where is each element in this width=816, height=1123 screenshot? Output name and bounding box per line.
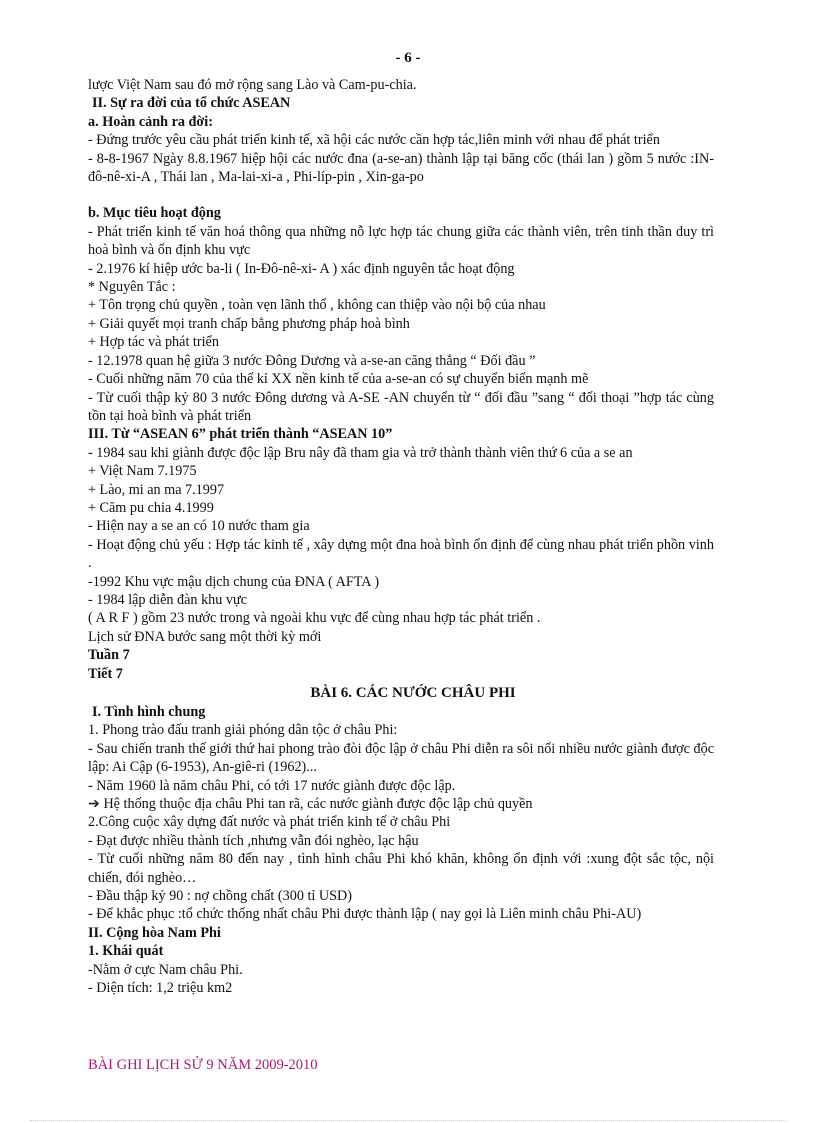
text-line: Hệ thống thuộc địa châu Phi tan rã, các nước giành được độc lập chủ quyền xyxy=(103,796,533,813)
text-line: + Lào, mi an ma 7.1997 xyxy=(88,481,225,498)
text-line: ( A R F ) gồm 23 nước trong và ngoài khu vực để cùng nhau hợp tác phát triển . xyxy=(88,610,541,627)
section-heading: II. Sự ra đời của tổ chức ASEAN xyxy=(92,95,291,112)
section-heading: III. Từ “ASEAN 6” phát triển thành “ASEAN 10” xyxy=(88,426,393,443)
footer-title: BÀI GHI LỊCH SỬ 9 NĂM 2009-2010 xyxy=(88,1057,318,1073)
week-label: Tuần 7 xyxy=(88,647,130,664)
page-bottom-rule xyxy=(30,1120,786,1121)
text-line: 2.Công cuộc xây dựng đất nước và phát triển kinh tế ở châu Phi xyxy=(88,814,451,831)
text-line: - 1984 sau khi giành được độc lập Bru nây đã tham gia và trở thành thành viên thứ 6 của a se an xyxy=(88,444,633,461)
text-line: - Đạt được nhiều thành tích ,nhưng vẫn đói nghèo, lạc hậu xyxy=(88,832,419,849)
text-line: - 2.1976 kí hiệp ước ba-li ( In-Đô-nê-xi- A ) xác định nguyên tắc hoạt động xyxy=(88,260,515,277)
text-line: - Để khắc phục :tổ chức thống nhất châu Phi được thành lập ( nay gọi là Liên minh châu Phi-AU) xyxy=(88,906,642,923)
text-line: - Phát triển kinh tế văn hoá thông qua những nỗ lực hợp tác chung giữa các thành viên, trên tinh thần duy trì hoà bình và ổn định khu vực xyxy=(88,223,714,259)
text-line: - 8-8-1967 Ngày 8.8.1967 hiệp hội các nước đna (a-se-an) thành lập tại băng cốc (thái lan ) gồm 5 nước :IN- đô-nê-xi-A , Thái lan , Ma-lai-xi-a , Phi-líp-pin , Xin-ga-po xyxy=(88,150,714,186)
text-line: - Từ cuối thập kỷ 80 3 nước Đông dương và A-SE -AN chuyển từ “ đối đầu ”sang “ đối thoại ”hợp tác cùng tồn tại hoà bình và phát triển xyxy=(88,389,714,424)
text-line: -1992 Khu vực mậu dịch chung của ĐNA ( AFTA ) xyxy=(88,573,380,590)
text-line: - Sau chiến tranh thế giới thứ hai phong trào đòi độc lập ở châu Phi diễn ra sôi nổi nhiều nước giành được độc lập: Ai Cập (6-1953), An-giê-ri (1962)... xyxy=(88,740,714,776)
subsection-heading: b. Mục tiêu hoạt động xyxy=(88,205,221,222)
lesson-label: Tiết 7 xyxy=(88,665,123,682)
subsection-heading: a. Hoàn cảnh ra đời: xyxy=(88,113,213,130)
arrow-icon: ➔ xyxy=(88,796,100,813)
text-line: - Năm 1960 là năm châu Phi, có tới 17 nước giành được độc lập. xyxy=(88,777,456,794)
text-line: + Giải quyết mọi tranh chấp bằng phương pháp hoà bình xyxy=(88,315,410,332)
text-line: + Hợp tác và phát triển xyxy=(88,334,219,351)
arrow-line xyxy=(88,795,714,813)
text-line: - 1984 lập diễn đàn khu vực xyxy=(88,591,247,608)
text-line: - Cuối những năm 70 của thế kỉ XX nền kinh tế của a-se-an có sự chuyển biến mạnh mẽ xyxy=(88,371,589,388)
text-line: - Hoạt động chủ yếu : Hợp tác kinh tế , xây dựng một đna hoà bình ổn định để cùng nhau phát triển phồn vinh . xyxy=(88,536,714,572)
text-line: - Đứng trước yêu cầu phát triển kinh tế, xã hội các nước cần hợp tác,liên minh với nhau để phát triển xyxy=(88,132,660,149)
subsection-heading: 1. Khái quát xyxy=(88,943,164,960)
text-line: 1. Phong trào đấu tranh giải phóng dân tộc ở châu Phi: xyxy=(88,722,398,739)
text-line: + Tôn trọng chủ quyền , toàn vẹn lãnh thổ , không can thiệp vào nội bộ của nhau xyxy=(88,297,546,314)
text-line: - Từ cuối những năm 80 đến nay , tình hình châu Phi khó khăn, không ổn định với :xung đột sắc tộc, nội chiến, đói nghèo… xyxy=(88,851,714,886)
text-line: - 12.1978 quan hệ giữa 3 nước Đông Dương và a-se-an căng thẳng “ Đối đầu ” xyxy=(88,352,536,369)
text-line: lược Việt Nam sau đó mở rộng sang Lào và Cam-pu-chia. xyxy=(88,77,417,93)
text-line: - Hiện nay a se an có 10 nước tham gia xyxy=(88,518,310,535)
text-line: + Căm pu chia 4.1999 xyxy=(88,499,214,516)
text-line: - Diện tích: 1,2 triệu km2 xyxy=(88,980,233,997)
text-line: Lịch sử ĐNA bước sang một thời kỳ mới xyxy=(88,628,322,645)
document-body xyxy=(88,76,714,998)
text-line: - Đầu thập kỷ 90 : nợ chồng chất (300 tỉ USD) xyxy=(88,888,353,905)
page-number: - 6 - xyxy=(395,50,421,66)
text-line: -Nằm ở cực Nam châu Phi. xyxy=(88,961,243,978)
spacer xyxy=(88,186,714,204)
lesson-title: BÀI 6. CÁC NƯỚC CHÂU PHI xyxy=(310,685,516,701)
text-line: + Việt Nam 7.1975 xyxy=(88,463,197,480)
section-heading: I. Tình hình chung xyxy=(92,704,206,720)
section-heading: II. Cộng hòa Nam Phi xyxy=(88,924,221,941)
text-line: * Nguyên Tắc : xyxy=(88,279,176,296)
